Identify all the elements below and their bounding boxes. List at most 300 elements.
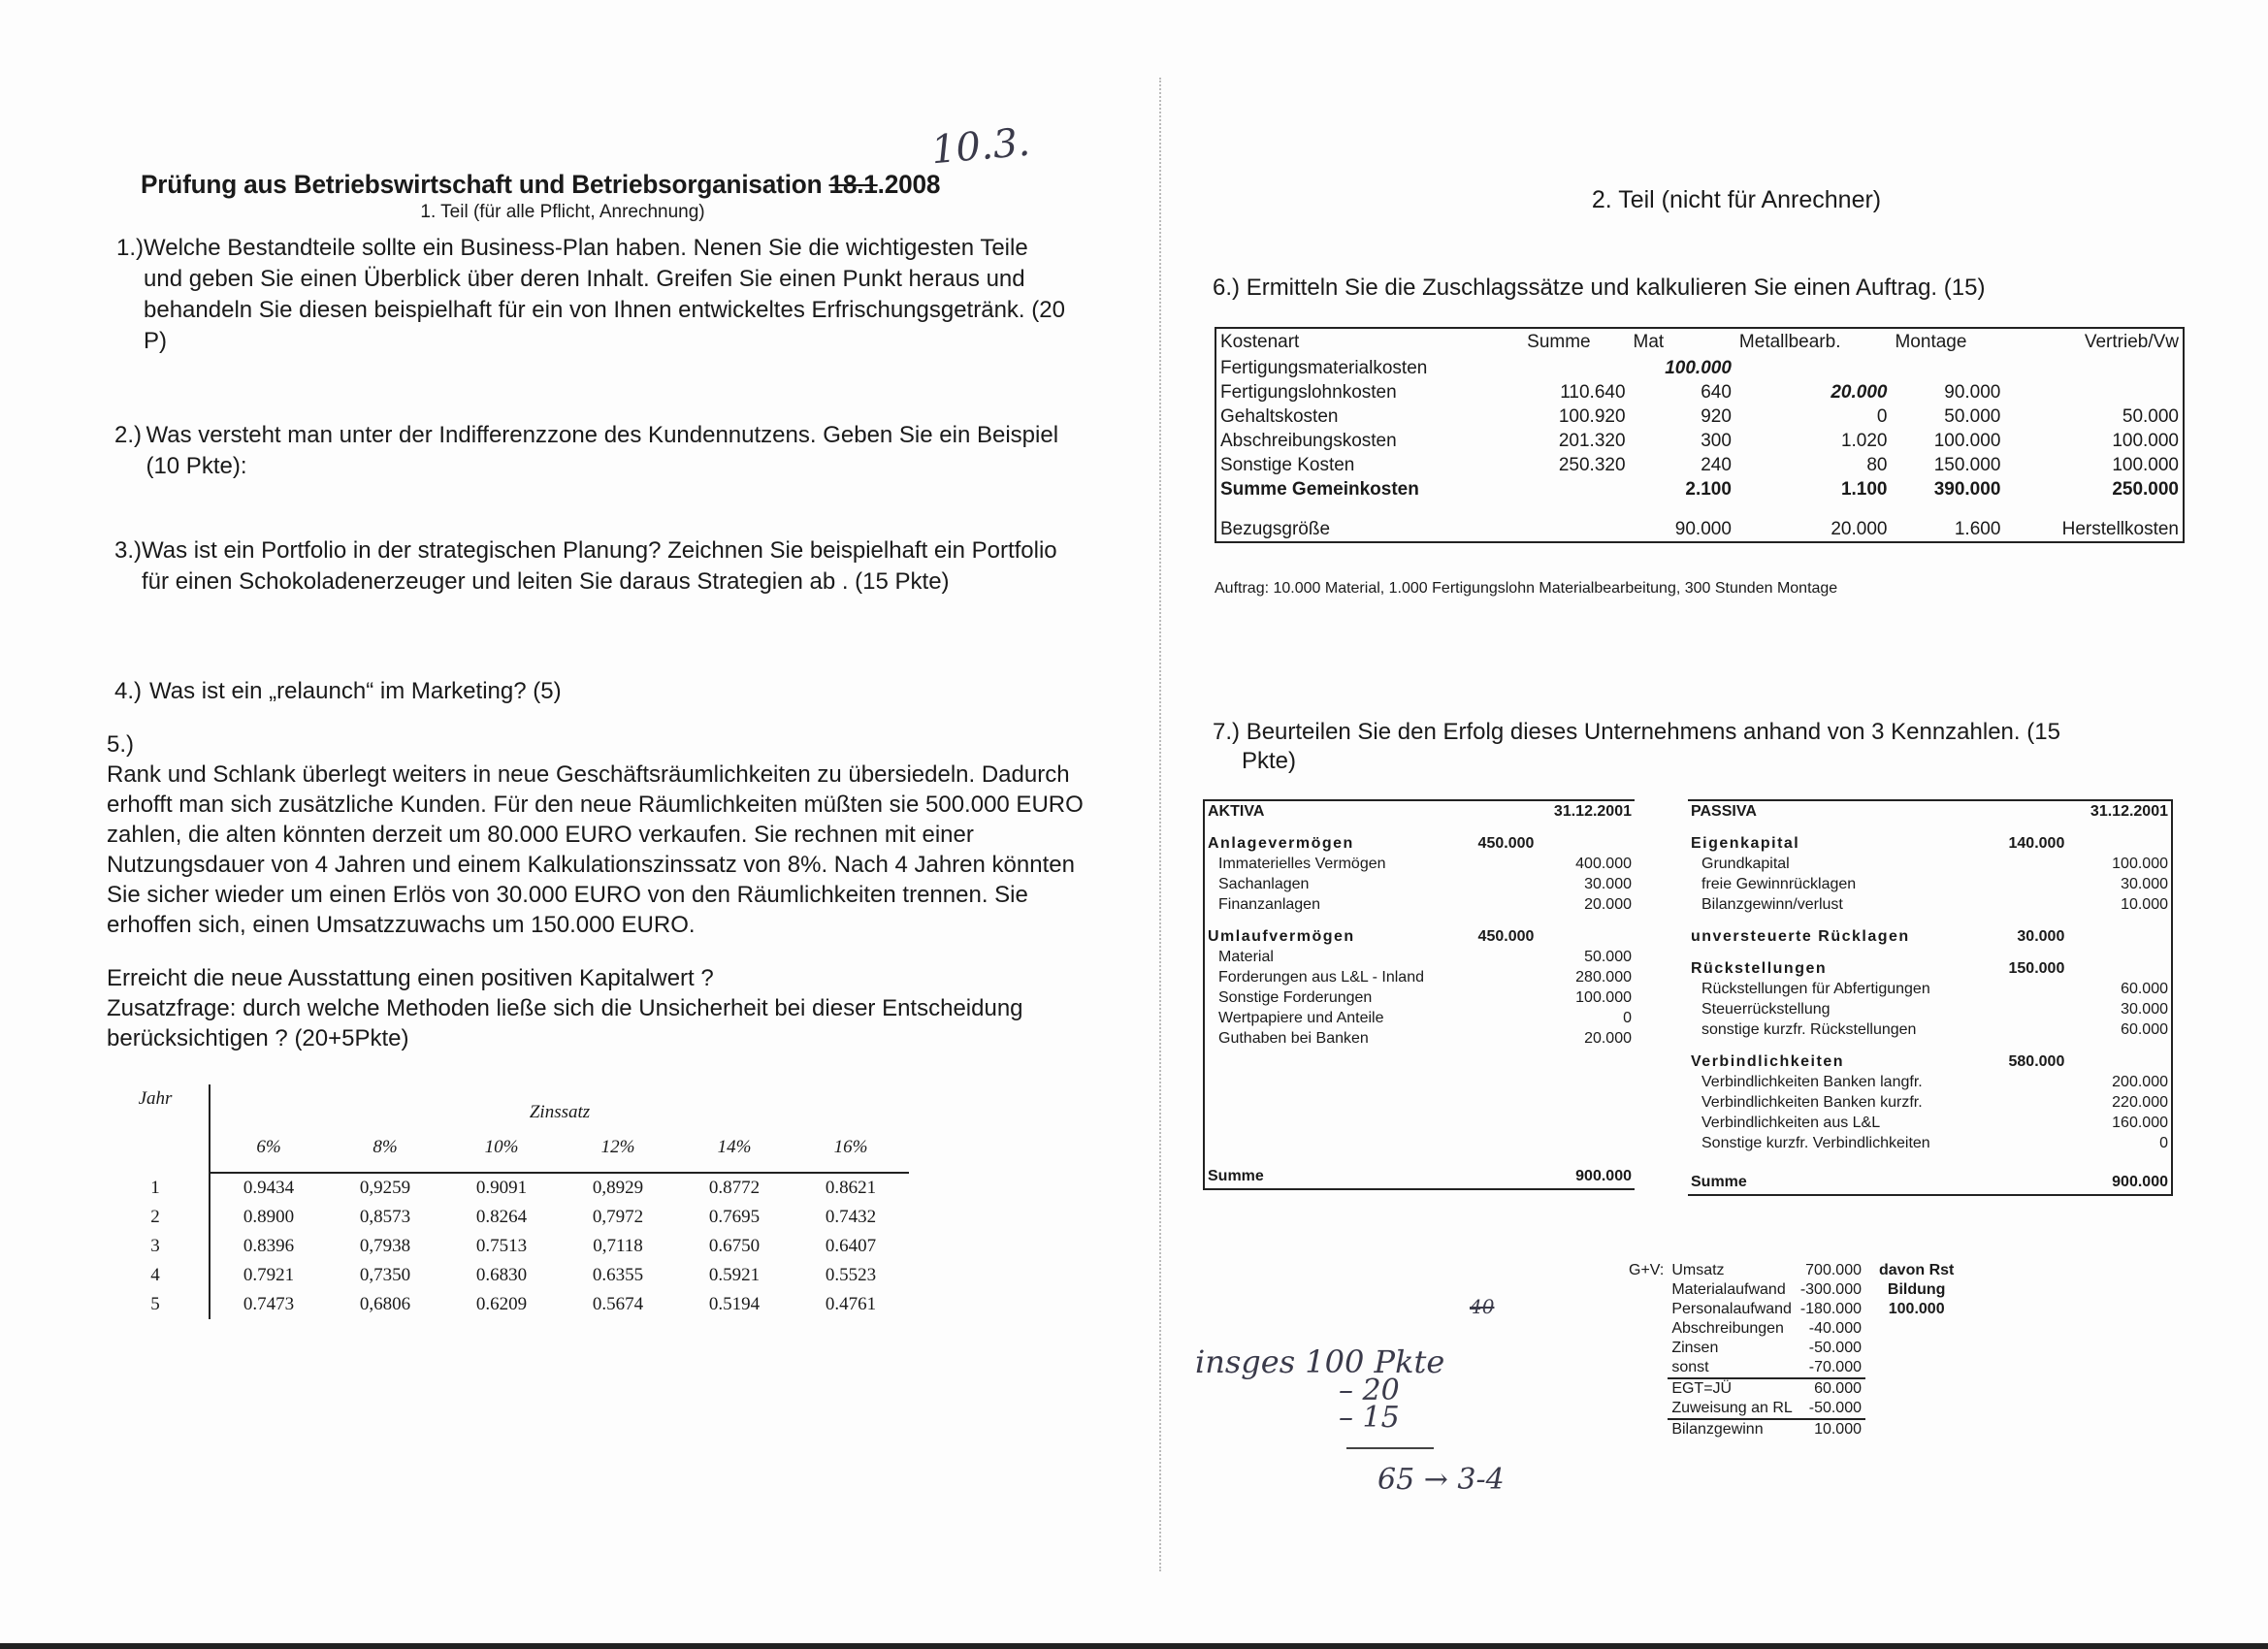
group-label: Anlagevermögen [1208, 834, 1354, 852]
basis-row [1215, 517, 2184, 542]
guv-item-value: -40.000 [1808, 1320, 1862, 1337]
table-row [102, 1203, 909, 1232]
spacer [1465, 1028, 1538, 1049]
balance-title: AKTIVA [1208, 802, 1265, 820]
guv-note: 100.000 [1888, 1301, 1945, 1317]
factor-cell: 0,7938 [359, 1236, 411, 1256]
year-cell: 1 [102, 1173, 210, 1203]
sum-row [1204, 1165, 1635, 1189]
rate-header: 6% [210, 1123, 327, 1173]
item-label: Grundkapital [1701, 855, 1790, 872]
item-value: 0 [1623, 1009, 1632, 1026]
rate-header: 14% [676, 1123, 793, 1173]
spacer [1465, 800, 1538, 822]
factor-cell: 0.5523 [825, 1265, 877, 1285]
rate-header: 10% [443, 1123, 560, 1173]
guv-item-label: Umsatz [1671, 1262, 1725, 1278]
subtitle: 1. Teil (für alle Pflicht, Anrechnung) [420, 202, 705, 222]
spacer [1465, 987, 1538, 1008]
factor-cell: 0.7473 [243, 1294, 295, 1314]
question-text: Beurteilen Sie den Erfolg dieses Unternehmens anhand von 3 Kennzahlen. (15 [1246, 719, 2060, 745]
spacer [1991, 979, 2067, 999]
group-total: 140.000 [2008, 834, 2065, 852]
item-label: Sachanlagen [1218, 875, 1310, 892]
item-label: Material [1218, 948, 1274, 965]
spacer [2067, 1051, 2172, 1072]
row-label: Fertigungslohnkosten [1220, 381, 1397, 403]
item-row [1688, 1133, 2172, 1153]
cost-cell: 90.000 [1944, 381, 2001, 403]
question-number: 2.) [114, 422, 143, 448]
group-label: Eigenkapital [1691, 834, 1800, 852]
guv-note [1865, 1319, 1958, 1339]
guv-row [1625, 1280, 1958, 1300]
table-row [1215, 453, 2184, 477]
item-label: Wertpapiere und Anteile [1218, 1009, 1384, 1026]
table-row [102, 1261, 909, 1290]
balance-aktiva [1203, 799, 1635, 1190]
spacer [1625, 1399, 1668, 1419]
discount-factor-table [102, 1084, 909, 1319]
group-total: 450.000 [1477, 834, 1535, 852]
spacer [1537, 833, 1635, 854]
cost-cell: 201.320 [1558, 430, 1626, 451]
cost-cell: 0 [1876, 405, 1888, 427]
item-value: 20.000 [1584, 895, 1632, 913]
factor-cell: 0.8264 [475, 1207, 528, 1227]
item-value: 100.000 [2112, 855, 2168, 872]
factor-cell: 0,7972 [592, 1207, 644, 1227]
row-label: Gehaltskosten [1220, 405, 1339, 427]
item-row [1688, 979, 2172, 999]
factor-cell: 0.6750 [708, 1236, 761, 1256]
spacer [1465, 1165, 1538, 1189]
spacer [1991, 800, 2067, 822]
zinssatz-header: Zinssatz [529, 1102, 591, 1122]
deduction-1: – 20 [1339, 1374, 1400, 1407]
group-label: Verbindlichkeiten [1691, 1052, 1844, 1070]
guv-item-label: Zinsen [1671, 1340, 1719, 1356]
spacer-row [1204, 1049, 1635, 1165]
jahr-header: Jahr [102, 1084, 210, 1173]
handwritten-total: insges 100 Pkte [1195, 1343, 1445, 1380]
guv-item-label: sonst [1671, 1359, 1709, 1375]
cost-cell [1891, 356, 2004, 380]
cost-cell: Montage [1895, 332, 1967, 352]
table-row [1215, 404, 2184, 429]
spacer-row [1688, 1153, 2172, 1171]
item-row [1204, 987, 1635, 1008]
spacer [1991, 1113, 2067, 1133]
factor-cell: 0,8573 [359, 1207, 411, 1227]
item-value: 30.000 [1584, 875, 1632, 892]
item-label: freie Gewinnrücklagen [1701, 875, 1857, 892]
item-value: 30.000 [2121, 1000, 2168, 1018]
spacer [1991, 874, 2067, 894]
table-row [102, 1173, 909, 1203]
cost-cell: 90.000 [1674, 518, 1732, 539]
item-value: 0 [2159, 1134, 2168, 1151]
item-label: Forderungen aus L&L - Inland [1218, 968, 1424, 986]
question-text: Ermitteln Sie die Zuschlagssätze und kalkulieren Sie einen Auftrag. (15) [1246, 275, 1986, 301]
balance-date: 31.12.2001 [2090, 802, 2168, 820]
sum-row [1215, 477, 2184, 501]
question-number: 5.) [107, 731, 135, 758]
group-row [1688, 1051, 2172, 1072]
guv-label: G+V: [1629, 1262, 1665, 1278]
rate-header: 8% [327, 1123, 443, 1173]
guv-item-label: EGT=JÜ [1668, 1378, 1797, 1399]
guv-note: Bildung [1887, 1281, 1946, 1298]
exam-title [141, 170, 940, 200]
spacer [1465, 854, 1538, 874]
question-7 [1213, 718, 2183, 776]
cost-cell: 110.640 [1560, 381, 1626, 403]
year-cell: 4 [102, 1261, 210, 1290]
cost-cell: Metallbearb. [1738, 332, 1841, 352]
item-label: Verbindlichkeiten Banken kurzfr. [1701, 1093, 1923, 1111]
item-label: Sonstige Forderungen [1218, 988, 1373, 1006]
guv-row [1625, 1419, 1958, 1439]
item-value: 30.000 [2121, 875, 2168, 892]
group-total: 150.000 [2008, 959, 2065, 977]
cost-cell: 1.100 [1840, 478, 1888, 500]
spacer [1537, 926, 1635, 947]
deduction-2: – 15 [1339, 1401, 1400, 1435]
guv-note [1865, 1358, 1958, 1378]
factor-cell: 0.6407 [825, 1236, 877, 1256]
item-label: Steuerrückstellung [1701, 1000, 1831, 1018]
item-value: 60.000 [2121, 980, 2168, 997]
factor-cell: 0,7118 [593, 1236, 643, 1256]
spacer [1991, 1092, 2067, 1113]
sum-value: 900.000 [1537, 1165, 1635, 1189]
header-row [1215, 328, 2184, 356]
factor-cell: 0.7921 [243, 1265, 295, 1285]
question-6 [1213, 275, 1985, 302]
spacer [1991, 1133, 2067, 1153]
cost-cell: 250.000 [2112, 478, 2179, 500]
income-statement [1625, 1261, 1958, 1439]
spacer-row [1688, 915, 2172, 926]
cost-cell: Vertrieb/Vw [2084, 332, 2179, 352]
spacer [1991, 999, 2067, 1019]
factor-cell: 0,6806 [359, 1294, 411, 1314]
factor-cell: 0.6209 [475, 1294, 528, 1314]
guv-note [1865, 1399, 1958, 1419]
item-label: Verbindlichkeiten Banken langfr. [1701, 1073, 1923, 1090]
table-row [102, 1290, 909, 1319]
factor-cell: 0.7513 [475, 1236, 528, 1256]
guv-row [1625, 1300, 1958, 1319]
group-label: Rückstellungen [1691, 959, 1828, 977]
struck-date: 18.1 [828, 170, 878, 199]
cost-cell: 920 [1701, 405, 1732, 427]
cost-cell: 240 [1701, 454, 1732, 475]
item-row [1204, 894, 1635, 915]
spacer [1991, 1019, 2067, 1040]
spacer [1625, 1358, 1668, 1378]
item-row [1204, 1008, 1635, 1028]
factor-cell: 0.8621 [825, 1178, 877, 1198]
spacer [1625, 1378, 1668, 1399]
table-row [1215, 429, 2184, 453]
guv-item-label: Zuweisung an RL [1671, 1400, 1793, 1416]
item-value: 400.000 [1575, 855, 1632, 872]
guv-item-label: Materialaufwand [1671, 1281, 1786, 1298]
rate-header: 12% [560, 1123, 676, 1173]
item-value: 10.000 [2121, 895, 2168, 913]
factor-cell: 0.8772 [708, 1178, 761, 1198]
table-row [1215, 356, 2184, 380]
question-number: 3.) [114, 537, 143, 564]
item-value: 200.000 [2112, 1073, 2168, 1090]
spacer-row [1688, 947, 2172, 958]
sum-label: Summe [1688, 1171, 1991, 1195]
question-text: Was versteht man unter der Indifferenzzone des Kundennutzens. Geben Sie ein Beispiel (10 Pkte): [146, 422, 1059, 479]
guv-row [1625, 1399, 1958, 1419]
table-row [1215, 380, 2184, 404]
guv-row [1625, 1261, 1958, 1280]
item-row [1688, 894, 2172, 915]
guv-note [1865, 1378, 1958, 1399]
factor-cell: 0.5921 [708, 1265, 761, 1285]
cost-cell [1523, 356, 1629, 380]
item-row [1204, 967, 1635, 987]
spacer [1465, 1008, 1538, 1028]
spacer [1625, 1280, 1668, 1300]
cost-table [1215, 327, 2185, 543]
balance-header [1204, 800, 1635, 822]
row-label: Kostenart [1220, 332, 1300, 352]
item-value: 280.000 [1575, 968, 1632, 986]
year-cell: 2 [102, 1203, 210, 1232]
cost-cell: 50.000 [1944, 405, 2001, 427]
question-text: Welche Bestandteile sollte ein Business-Plan haben. Nenen Sie die wichtigesten Teile und geben Sie einen Überblick über deren Inhalt. Greifen Sie einen Punkt heraus und behandeln Sie diesen beispielhaft für ein von Ihnen entwickeltes Erfrischungsgetränk. (20 P) [144, 235, 1065, 354]
order-note: Auftrag: 10.000 Material, 1.000 Fertigungslohn Materialbearbeitung, 300 Stunden Montage [1215, 580, 1838, 597]
cost-cell: 100.000 [1665, 357, 1732, 378]
item-label: Immaterielles Vermögen [1218, 855, 1386, 872]
cost-cell [2004, 380, 2184, 404]
item-value: 20.000 [1584, 1029, 1632, 1047]
row-label: Bezugsgröße [1220, 518, 1331, 539]
balance-header [1688, 800, 2172, 822]
spacer [2067, 833, 2172, 854]
guv-row [1625, 1378, 1958, 1399]
cost-cell: 20.000 [1831, 518, 1888, 539]
group-label: unversteuerte Rücklagen [1691, 927, 1910, 945]
item-label: Verbindlichkeiten aus L&L [1701, 1114, 1881, 1131]
item-row [1688, 1019, 2172, 1040]
item-row [1204, 1028, 1635, 1049]
spacer [1625, 1319, 1668, 1339]
guv-item-value: 10.000 [1797, 1419, 1865, 1439]
balance-date: 31.12.2001 [1553, 802, 1632, 820]
factor-cell: 0.8396 [243, 1236, 295, 1256]
guv-row [1625, 1358, 1958, 1378]
question-5 [107, 729, 1096, 1053]
spacer [1991, 894, 2067, 915]
item-value: 220.000 [2112, 1093, 2168, 1111]
guv-item-value: -300.000 [1799, 1281, 1862, 1298]
spacer-row [1688, 1040, 2172, 1051]
factor-cell: 0,7350 [359, 1265, 411, 1285]
spacer [1465, 874, 1538, 894]
factor-cell: 0.5674 [592, 1294, 644, 1314]
cost-cell: 80 [1866, 454, 1888, 475]
cost-cell: 390.000 [1933, 478, 2001, 500]
factor-cell: 0.6355 [592, 1265, 644, 1285]
handwritten-deductions [1339, 1374, 1400, 1435]
date-year: .2008 [877, 170, 941, 199]
spacer-row [1204, 822, 1635, 833]
spacer [2067, 958, 2172, 979]
item-value: 100.000 [1575, 988, 1632, 1006]
factor-cell: 0,8929 [592, 1178, 644, 1198]
question-2 [114, 420, 1065, 482]
group-total: 580.000 [2008, 1052, 2065, 1070]
item-label: Guthaben bei Banken [1218, 1029, 1369, 1047]
group-row [1688, 958, 2172, 979]
item-row [1688, 999, 2172, 1019]
table-row [102, 1232, 909, 1261]
spacer-row [1215, 501, 2184, 517]
row-label: Summe Gemeinkosten [1220, 478, 1419, 500]
cost-cell: 640 [1701, 381, 1732, 403]
year-cell: 3 [102, 1232, 210, 1261]
handwritten-rule [1346, 1447, 1434, 1449]
item-value: 60.000 [2121, 1020, 2168, 1038]
question-main: Erreicht die neue Ausstattung einen positiven Kapitalwert ? [107, 965, 714, 991]
guv-item-label: Personalaufwand [1671, 1301, 1792, 1317]
question-4 [114, 676, 1065, 707]
year-cell: 5 [102, 1290, 210, 1319]
question-text: Was ist ein „relaunch“ im Marketing? (5) [149, 678, 562, 704]
factor-cell: 0.9091 [475, 1178, 528, 1198]
guv-item-label: Bilanzgewinn [1668, 1419, 1797, 1439]
row-label: Sonstige Kosten [1220, 454, 1355, 475]
question-number: 4.) [114, 678, 143, 704]
item-label: Finanzanlagen [1218, 895, 1320, 913]
cost-cell: 1.600 [1954, 518, 2001, 539]
guv-item-value: -70.000 [1808, 1359, 1862, 1375]
group-total: 450.000 [1477, 927, 1535, 945]
question-number: 1.) [116, 235, 145, 261]
item-row [1688, 1072, 2172, 1092]
cost-cell: 1.020 [1840, 430, 1888, 451]
item-row [1688, 874, 2172, 894]
spacer [1991, 854, 2067, 874]
balance-title: PASSIVA [1691, 802, 1757, 820]
factor-cell: 0.7695 [708, 1207, 761, 1227]
guv-item-value: 700.000 [1805, 1262, 1862, 1278]
spacer [1991, 1072, 2067, 1092]
item-row [1688, 1113, 2172, 1133]
handwritten-struck-number: 40 [1470, 1295, 1495, 1318]
sum-row [1688, 1171, 2172, 1195]
spacer [1625, 1300, 1668, 1319]
group-row [1688, 833, 2172, 854]
cost-cell [1523, 477, 1629, 501]
cost-cell: 50.000 [2122, 405, 2179, 427]
item-row [1688, 1092, 2172, 1113]
cost-cell [1523, 517, 1629, 542]
cost-cell: 2.100 [1685, 478, 1732, 500]
item-row [1204, 874, 1635, 894]
spacer [1991, 1171, 2067, 1195]
cost-cell [2004, 356, 2184, 380]
row-label: Abschreibungskosten [1220, 430, 1397, 451]
handwritten-date: 10.3. [929, 119, 1032, 174]
question-1 [116, 233, 1067, 357]
group-row [1204, 926, 1635, 947]
cost-cell: 100.000 [1933, 430, 2001, 451]
cost-cell: 20.000 [1831, 381, 1888, 403]
question-number: 7.) [1213, 719, 1241, 745]
item-label: Rückstellungen für Abfertigungen [1701, 980, 1930, 997]
cost-cell: Mat [1633, 332, 1665, 352]
rate-header: 16% [793, 1123, 909, 1173]
guv-note [1865, 1419, 1958, 1439]
factor-cell: 0.9434 [243, 1178, 295, 1198]
cost-cell: Summe [1527, 332, 1591, 352]
factor-cell: 0.5194 [708, 1294, 761, 1314]
item-label: sonstige kurzfr. Rückstellungen [1701, 1020, 1917, 1038]
cost-cell: Herstellkosten [2061, 518, 2179, 539]
cost-cell: 100.000 [2112, 454, 2179, 475]
sum-value: 900.000 [2067, 1171, 2172, 1195]
cost-cell: 100.920 [1558, 405, 1626, 427]
title-text: Prüfung aus Betriebswirtschaft und Betriebsorganisation [141, 170, 823, 199]
group-total: 30.000 [2017, 927, 2065, 945]
guv-item-label: Abschreibungen [1671, 1320, 1784, 1337]
scan-edge [0, 1643, 2268, 1649]
group-row [1688, 926, 2172, 947]
question-number: 6.) [1213, 275, 1241, 301]
question-text-cont: Pkte) [1242, 748, 1297, 774]
factor-cell: 0.4761 [825, 1294, 877, 1314]
question-extra: Zusatzfrage: durch welche Methoden ließe sich die Unsicherheit bei dieser Entscheidung berücksichtigen ? (20+5Pkte) [107, 995, 1023, 1051]
item-value: 160.000 [2112, 1114, 2168, 1131]
spacer-row [1688, 822, 2172, 833]
guv-item-value: -180.000 [1799, 1301, 1862, 1317]
balance-passiva [1688, 799, 2173, 1196]
question-3 [114, 535, 1065, 598]
item-row [1204, 947, 1635, 967]
cost-cell [1735, 356, 1892, 380]
group-label: Umlaufvermögen [1208, 927, 1355, 945]
factor-cell: 0,9259 [359, 1178, 411, 1198]
spacer [1465, 894, 1538, 915]
handwritten-result: 65 → 3-4 [1377, 1463, 1505, 1497]
spacer [2067, 926, 2172, 947]
guv-row [1625, 1319, 1958, 1339]
part2-heading: 2. Teil (nicht für Anrechner) [1591, 186, 1882, 213]
guv-note: davon Rst [1879, 1262, 1955, 1278]
guv-item-value: -50.000 [1808, 1340, 1862, 1356]
row-label: Fertigungsmaterialkosten [1220, 357, 1428, 378]
spacer [1625, 1339, 1668, 1358]
guv-item-value: 60.000 [1797, 1378, 1865, 1399]
item-value: 50.000 [1584, 948, 1632, 965]
group-row [1204, 833, 1635, 854]
item-row [1204, 854, 1635, 874]
guv-note [1865, 1339, 1958, 1358]
question-text: Was ist ein Portfolio in der strategischen Planung? Zeichnen Sie beispielhaft ein Portfolio für einen Schokoladenerzeuger und leiten Sie daraus Strategien ab . (15 Pkte) [142, 537, 1057, 595]
sum-label: Summe [1204, 1165, 1465, 1189]
spacer-row [1204, 915, 1635, 926]
question-text: Rank und Schlank überlegt weiters in neue Geschäftsräumlichkeiten zu übersiedeln. Dadurch erhofft man sich zusätzliche Kunden. Für den neue Räumlichkeiten müßten sie 500.000 EURO zahlen, die alten könnten derzeit um 80.000 EURO verkaufen. Sie rechnen mit einer Nutzungsdauer von 4 Jahren und einem Kalkulationszinssatz von 8%. Nach 4 Jahren könnten Sie sicher wieder um einen Erlös von 30.000 EURO von den Räumlichkeiten trennen. Sie erhoffen sich, einen Umsatzzuwachs um 150.000 EURO. [107, 761, 1084, 938]
